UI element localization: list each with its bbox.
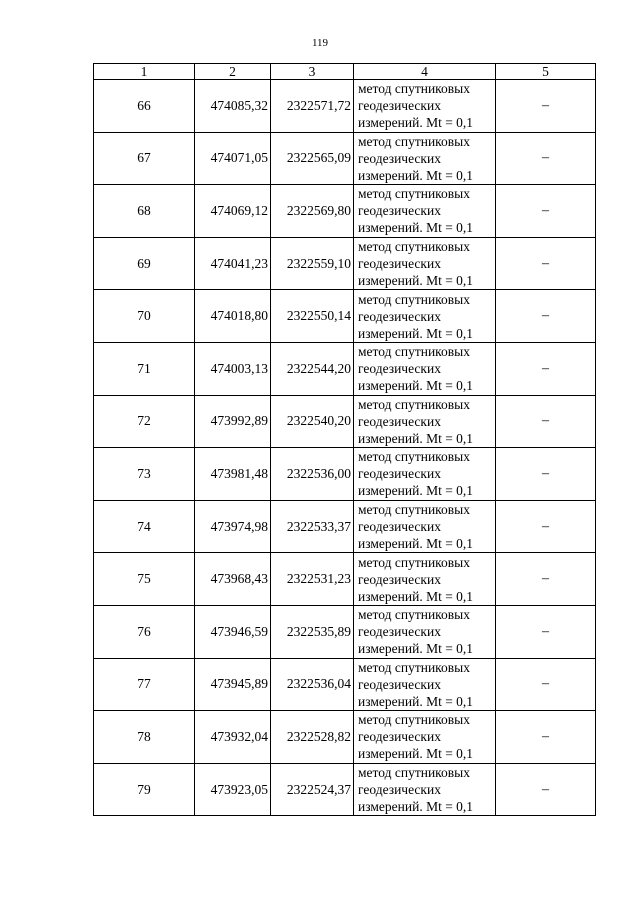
- x-coordinate-cell: 473981,48: [195, 448, 271, 501]
- column-5-cell: –: [496, 80, 596, 133]
- method-line-2: геодезических: [358, 466, 441, 482]
- method-line-1: метод спутниковых: [358, 344, 470, 360]
- column-5-cell: –: [496, 711, 596, 764]
- method-line-3: измерений. Mt = 0,1: [358, 536, 474, 552]
- point-number-cell: 70: [94, 290, 195, 343]
- method-line-2: геодезических: [358, 571, 441, 587]
- y-coordinate-cell: 2322536,04: [271, 658, 354, 711]
- y-coordinate-cell: 2322544,20: [271, 342, 354, 395]
- x-coordinate-cell: 473932,04: [195, 711, 271, 764]
- method-line-2: геодезических: [358, 782, 441, 798]
- table-row: [94, 553, 596, 606]
- table-row: [94, 395, 596, 448]
- method-cell: [354, 185, 496, 238]
- method-line-3: измерений. Mt = 0,1: [358, 273, 474, 289]
- header-row: [94, 64, 596, 80]
- table-row: [94, 80, 596, 133]
- y-coordinate-cell: 2322571,72: [271, 80, 354, 133]
- column-5-cell: –: [496, 290, 596, 343]
- method-line-1: метод спутниковых: [358, 712, 470, 728]
- x-coordinate-cell: 473923,05: [195, 763, 271, 816]
- point-number-cell: 79: [94, 763, 195, 816]
- header-col-5: 5: [496, 64, 596, 80]
- point-number-cell: 67: [94, 132, 195, 185]
- y-coordinate-cell: 2322550,14: [271, 290, 354, 343]
- method-cell: [354, 290, 496, 343]
- y-coordinate-cell: 2322536,00: [271, 448, 354, 501]
- x-coordinate-cell: 474071,05: [195, 132, 271, 185]
- method-line-1: метод спутниковых: [358, 659, 470, 675]
- method-cell: [354, 711, 496, 764]
- method-line-2: геодезических: [358, 361, 441, 377]
- method-line-1: метод спутниковых: [358, 502, 470, 518]
- method-line-1: метод спутниковых: [358, 239, 470, 255]
- method-cell: [354, 342, 496, 395]
- table-row: [94, 658, 596, 711]
- method-line-2: геодезических: [358, 203, 441, 219]
- coordinates-table: [93, 63, 596, 816]
- method-line-3: измерений. Mt = 0,1: [358, 641, 474, 657]
- table-row: [94, 342, 596, 395]
- method-line-3: измерений. Mt = 0,1: [358, 588, 474, 604]
- table-header: [94, 64, 596, 80]
- table-row: [94, 763, 596, 816]
- x-coordinate-cell: 474003,13: [195, 342, 271, 395]
- method-line-2: геодезических: [358, 256, 441, 272]
- method-line-1: метод спутниковых: [358, 186, 470, 202]
- table-row: [94, 290, 596, 343]
- method-line-2: геодезических: [358, 308, 441, 324]
- method-line-2: геодезических: [358, 729, 441, 745]
- y-coordinate-cell: 2322569,80: [271, 185, 354, 238]
- column-5-cell: –: [496, 395, 596, 448]
- table-row: [94, 711, 596, 764]
- method-line-3: измерений. Mt = 0,1: [358, 167, 474, 183]
- method-line-3: измерений. Mt = 0,1: [358, 746, 474, 762]
- method-line-3: измерений. Mt = 0,1: [358, 325, 474, 341]
- column-5-cell: –: [496, 658, 596, 711]
- column-5-cell: –: [496, 448, 596, 501]
- table-row: [94, 132, 596, 185]
- method-line-2: геодезических: [358, 150, 441, 166]
- method-cell: [354, 237, 496, 290]
- column-5-cell: –: [496, 132, 596, 185]
- method-cell: [354, 658, 496, 711]
- y-coordinate-cell: 2322531,23: [271, 553, 354, 606]
- method-line-1: метод спутниковых: [358, 81, 470, 97]
- method-cell: [354, 132, 496, 185]
- point-number-cell: 69: [94, 237, 195, 290]
- column-5-cell: –: [496, 237, 596, 290]
- method-cell: [354, 500, 496, 553]
- method-line-1: метод спутниковых: [358, 449, 470, 465]
- point-number-cell: 77: [94, 658, 195, 711]
- point-number-cell: 71: [94, 342, 195, 395]
- table-row: [94, 448, 596, 501]
- x-coordinate-cell: 473968,43: [195, 553, 271, 606]
- column-5-cell: –: [496, 185, 596, 238]
- method-cell: [354, 80, 496, 133]
- method-line-2: геодезических: [358, 98, 441, 114]
- table-body: [94, 80, 596, 816]
- x-coordinate-cell: 473992,89: [195, 395, 271, 448]
- y-coordinate-cell: 2322535,89: [271, 605, 354, 658]
- header-col-2: 2: [195, 64, 271, 80]
- table-row: [94, 185, 596, 238]
- method-line-3: измерений. Mt = 0,1: [358, 378, 474, 394]
- method-line-3: измерений. Mt = 0,1: [358, 693, 474, 709]
- method-line-1: метод спутниковых: [358, 133, 470, 149]
- method-cell: [354, 395, 496, 448]
- method-line-3: измерений. Mt = 0,1: [358, 430, 474, 446]
- method-cell: [354, 553, 496, 606]
- point-number-cell: 72: [94, 395, 195, 448]
- method-line-3: измерений. Mt = 0,1: [358, 115, 474, 131]
- x-coordinate-cell: 474018,80: [195, 290, 271, 343]
- x-coordinate-cell: 473974,98: [195, 500, 271, 553]
- y-coordinate-cell: 2322565,09: [271, 132, 354, 185]
- y-coordinate-cell: 2322533,37: [271, 500, 354, 553]
- x-coordinate-cell: 473946,59: [195, 605, 271, 658]
- method-line-1: метод спутниковых: [358, 765, 470, 781]
- column-5-cell: –: [496, 553, 596, 606]
- x-coordinate-cell: 474069,12: [195, 185, 271, 238]
- table-row: [94, 605, 596, 658]
- column-5-cell: –: [496, 763, 596, 816]
- method-line-3: измерений. Mt = 0,1: [358, 483, 474, 499]
- method-line-1: метод спутниковых: [358, 291, 470, 307]
- x-coordinate-cell: 474041,23: [195, 237, 271, 290]
- y-coordinate-cell: 2322540,20: [271, 395, 354, 448]
- header-col-3: 3: [271, 64, 354, 80]
- method-line-2: геодезических: [358, 676, 441, 692]
- header-col-4: 4: [354, 64, 496, 80]
- method-line-1: метод спутниковых: [358, 554, 470, 570]
- method-line-1: метод спутниковых: [358, 396, 470, 412]
- point-number-cell: 78: [94, 711, 195, 764]
- x-coordinate-cell: 474085,32: [195, 80, 271, 133]
- y-coordinate-cell: 2322528,82: [271, 711, 354, 764]
- y-coordinate-cell: 2322524,37: [271, 763, 354, 816]
- table-row: [94, 237, 596, 290]
- x-coordinate-cell: 473945,89: [195, 658, 271, 711]
- method-line-3: измерений. Mt = 0,1: [358, 220, 474, 236]
- method-line-2: геодезических: [358, 413, 441, 429]
- point-number-cell: 74: [94, 500, 195, 553]
- point-number-cell: 76: [94, 605, 195, 658]
- method-cell: [354, 605, 496, 658]
- point-number-cell: 68: [94, 185, 195, 238]
- method-line-3: измерений. Mt = 0,1: [358, 799, 474, 815]
- page-number: 119: [311, 37, 329, 49]
- header-col-1: 1: [94, 64, 195, 80]
- table-row: [94, 500, 596, 553]
- y-coordinate-cell: 2322559,10: [271, 237, 354, 290]
- column-5-cell: –: [496, 605, 596, 658]
- method-line-2: геодезических: [358, 624, 441, 640]
- method-line-1: метод спутниковых: [358, 607, 470, 623]
- point-number-cell: 75: [94, 553, 195, 606]
- column-5-cell: –: [496, 500, 596, 553]
- method-cell: [354, 448, 496, 501]
- point-number-cell: 66: [94, 80, 195, 133]
- point-number-cell: 73: [94, 448, 195, 501]
- column-5-cell: –: [496, 342, 596, 395]
- method-cell: [354, 763, 496, 816]
- method-line-2: геодезических: [358, 519, 441, 535]
